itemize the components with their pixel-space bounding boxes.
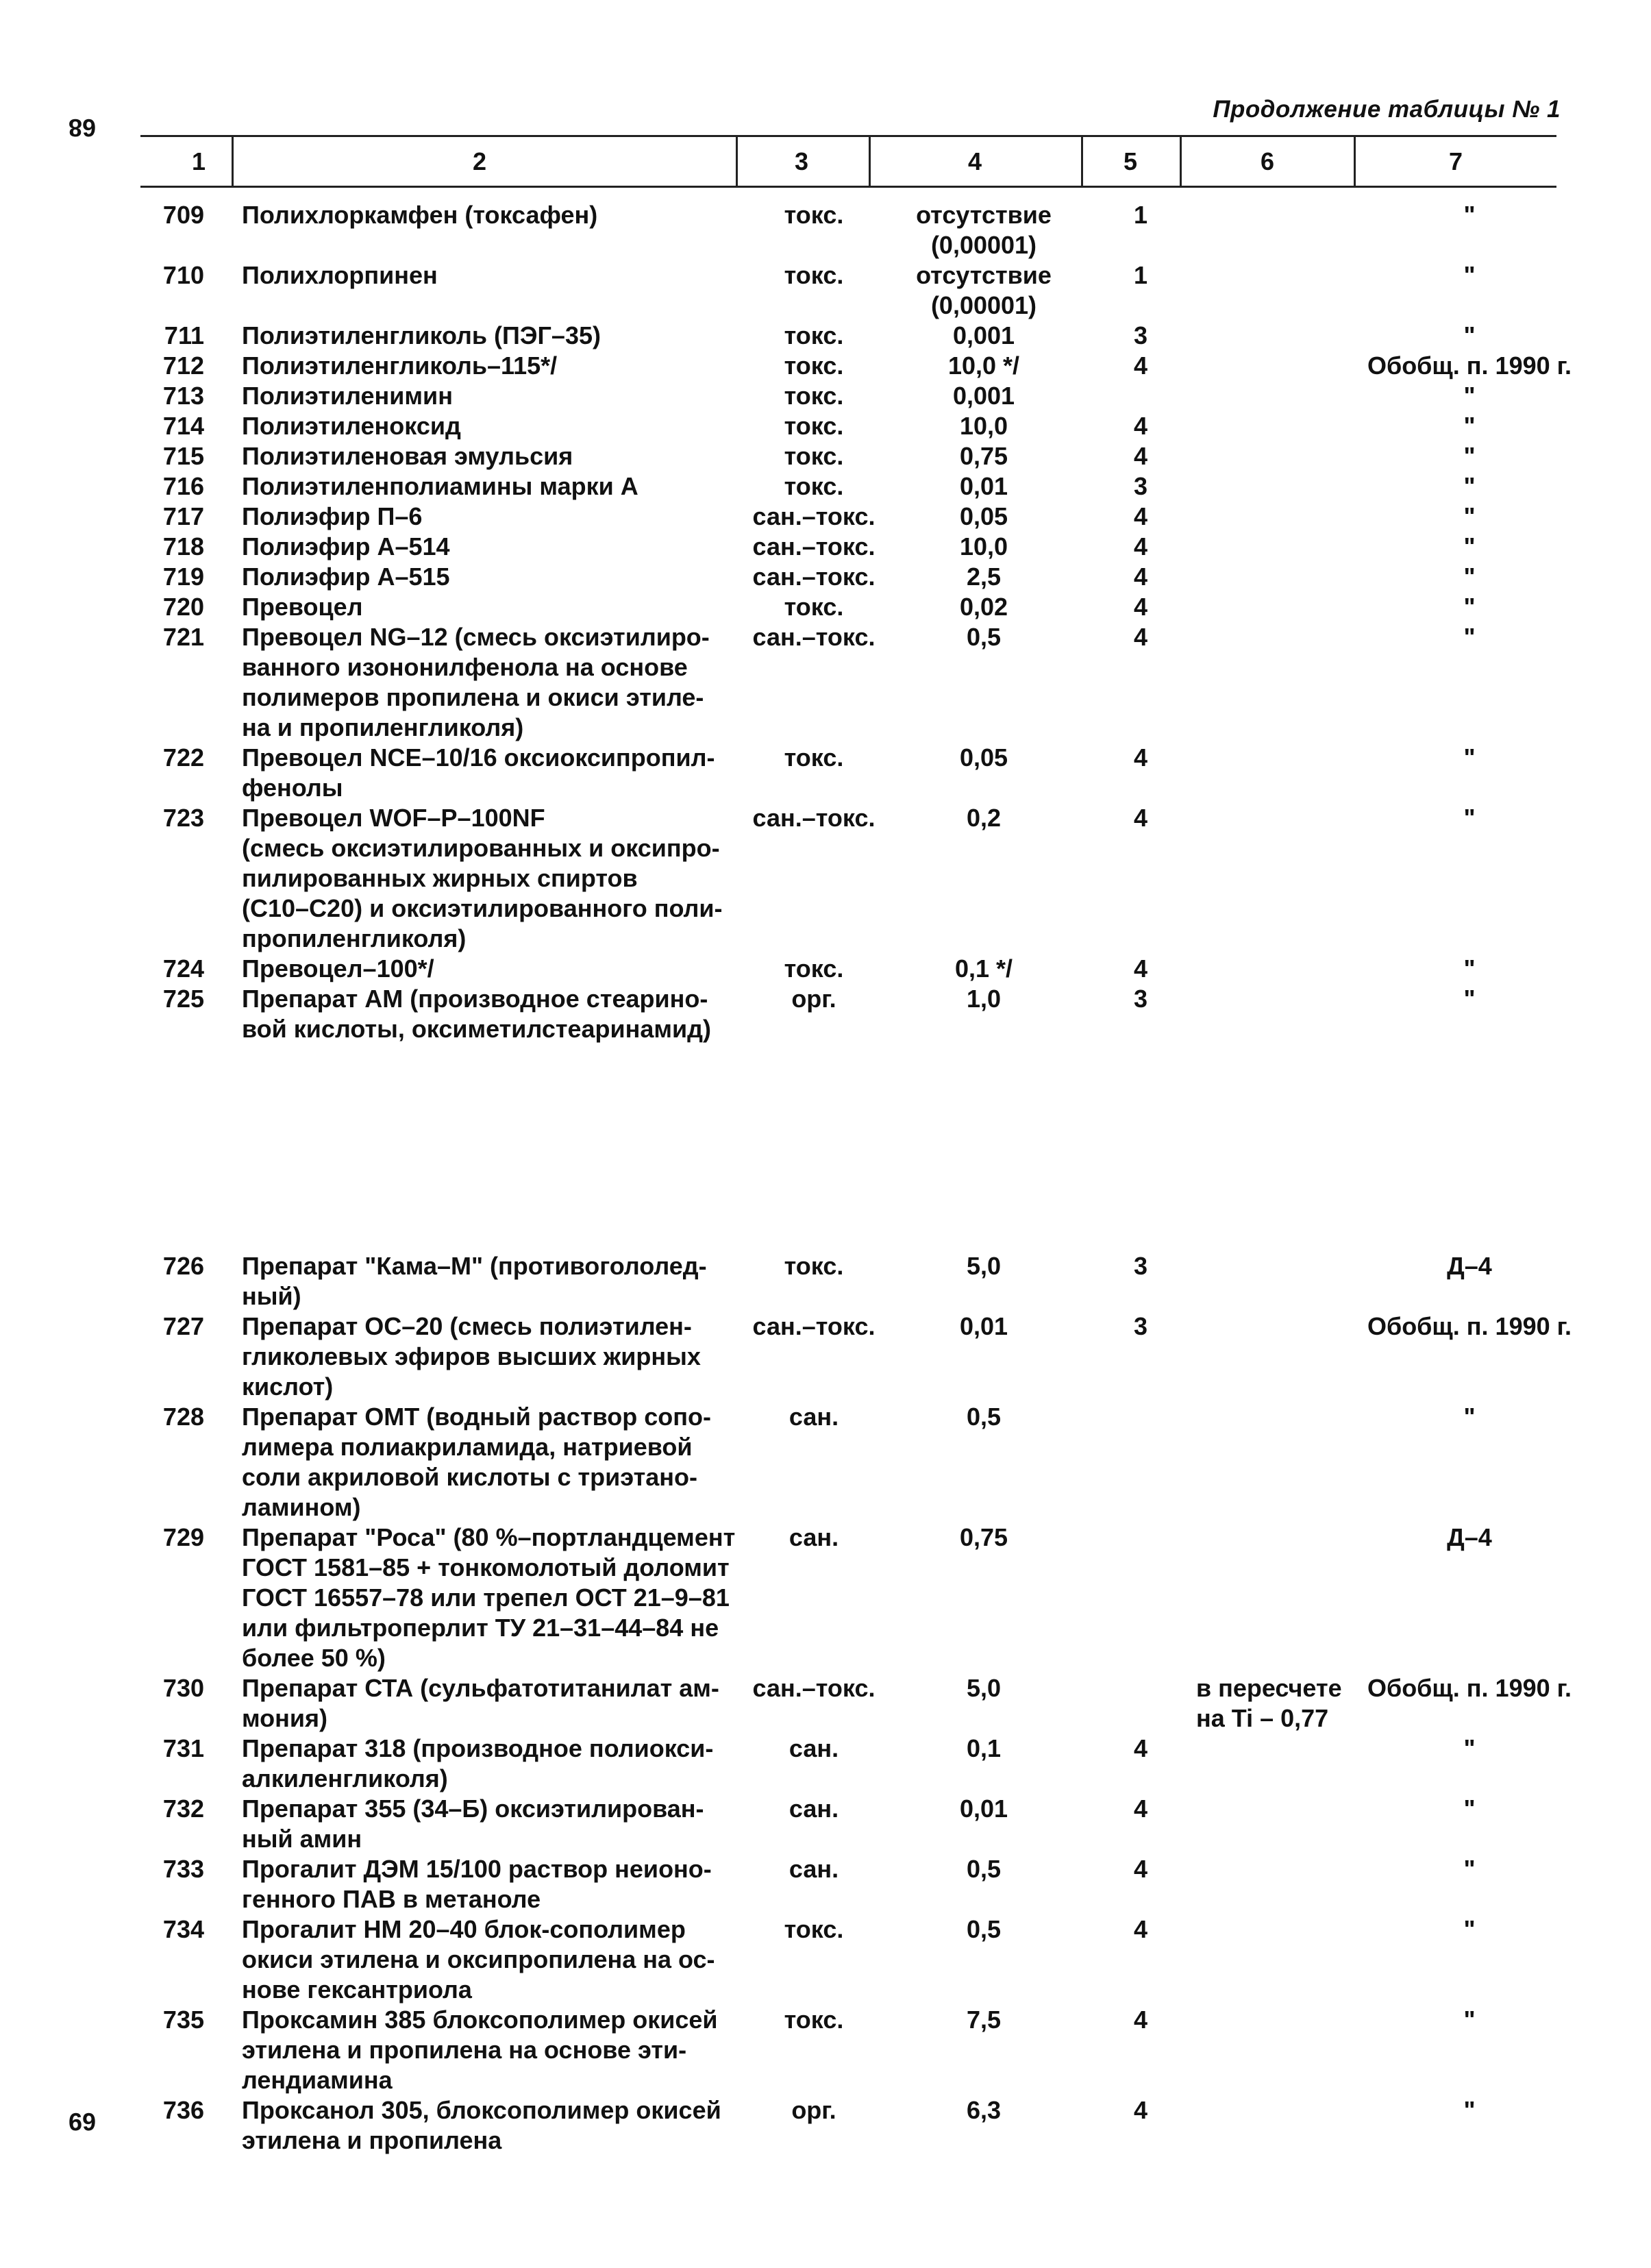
hazard-class: 4 bbox=[1133, 2006, 1148, 2034]
hazard-indicator: токс. bbox=[784, 412, 844, 440]
row-number: 716 bbox=[162, 472, 204, 500]
row-number: 721 bbox=[162, 623, 204, 651]
substance-name-line: Превоцел WOF–P–100NF bbox=[242, 804, 545, 832]
note-line: в пересчете bbox=[1196, 1674, 1342, 1702]
source-reference: " bbox=[1463, 743, 1476, 772]
header-col-2: 2 bbox=[472, 147, 487, 175]
substance-name bbox=[242, 200, 756, 230]
substance-name bbox=[242, 502, 756, 532]
concentration-line: (0,00001) bbox=[930, 231, 1037, 259]
note-line: на Ti – 0,77 bbox=[1196, 1704, 1329, 1732]
header-column-separator bbox=[1180, 136, 1182, 187]
source-reference: Обобщ. п. 1990 г. bbox=[1367, 1674, 1572, 1702]
source-reference: " bbox=[1463, 985, 1476, 1013]
substance-name-line: Полиэтиленгликоль–115*/ bbox=[242, 352, 558, 380]
header-column-separator bbox=[869, 136, 871, 187]
table-top-rule bbox=[140, 135, 1556, 137]
concentration-line: 0,01 bbox=[959, 1312, 1008, 1340]
hazard-indicator: сан. bbox=[789, 1734, 839, 1762]
source-reference: " bbox=[1463, 804, 1476, 832]
substance-name bbox=[242, 984, 756, 1044]
substance-name-line: более 50 %) bbox=[242, 1644, 386, 1672]
source-reference: Обобщ. п. 1990 г. bbox=[1367, 1312, 1572, 1340]
substance-name-line: ламином) bbox=[242, 1493, 361, 1521]
substance-name-line: Превоцел–100*/ bbox=[242, 954, 434, 983]
substance-name-line: Полихлоркамфен (токсафен) bbox=[242, 201, 598, 229]
substance-name-line: ный) bbox=[242, 1282, 301, 1310]
hazard-indicator: сан.–токс. bbox=[752, 532, 876, 560]
row-number: 734 bbox=[162, 1915, 204, 1943]
concentration-value bbox=[878, 351, 1089, 381]
row-number: 717 bbox=[162, 502, 204, 530]
concentration-value bbox=[878, 1734, 1089, 1764]
hazard-class: 4 bbox=[1133, 1734, 1148, 1762]
hazard-indicator: сан.–токс. bbox=[752, 623, 876, 651]
source-reference: " bbox=[1463, 563, 1476, 591]
substance-name-line: Препарат 318 (производное полиокси- bbox=[242, 1734, 714, 1762]
row-number: 723 bbox=[162, 804, 204, 832]
concentration-line: 0,02 bbox=[959, 593, 1008, 621]
substance-name bbox=[242, 592, 756, 622]
substance-name-line: Прогалит НМ 20–40 блок-сополимер bbox=[242, 1915, 686, 1943]
substance-name bbox=[242, 803, 756, 954]
concentration-line: 0,1 */ bbox=[954, 954, 1013, 983]
substance-name-line: Препарат 355 (34–Б) оксиэтилирован- bbox=[242, 1795, 704, 1823]
hazard-class: 1 bbox=[1133, 261, 1148, 289]
concentration-line: 10,0 bbox=[959, 532, 1008, 560]
hazard-class: 4 bbox=[1133, 502, 1148, 530]
source-reference: " bbox=[1463, 502, 1476, 530]
concentration-line: 5,0 bbox=[966, 1252, 1002, 1280]
hazard-class: 4 bbox=[1133, 743, 1148, 772]
substance-name-line: ный амин bbox=[242, 1825, 362, 1853]
row-number: 709 bbox=[162, 201, 204, 229]
hazard-class: 4 bbox=[1133, 1855, 1148, 1883]
substance-name bbox=[242, 622, 756, 743]
substance-name bbox=[242, 441, 756, 471]
hazard-class: 4 bbox=[1133, 563, 1148, 591]
header-col-7: 7 bbox=[1448, 147, 1463, 175]
source-reference: " bbox=[1463, 412, 1476, 440]
hazard-indicator: сан. bbox=[789, 1523, 839, 1551]
concentration-line: 0,001 bbox=[952, 321, 1015, 349]
page-number-bottom: 69 bbox=[69, 2108, 97, 2136]
substance-name-line: (смесь оксиэтилированных и оксипро- bbox=[242, 834, 720, 862]
substance-name bbox=[242, 1914, 756, 2005]
source-reference: " bbox=[1463, 623, 1476, 651]
row-number: 730 bbox=[162, 1674, 204, 1702]
concentration-value bbox=[878, 984, 1089, 1014]
substance-name-line: лендиамина bbox=[242, 2066, 393, 2094]
concentration-value bbox=[878, 502, 1089, 532]
substance-name-line: Проксамин 385 блоксополимер окисей bbox=[242, 2006, 718, 2034]
hazard-indicator: токс. bbox=[784, 2006, 844, 2034]
hazard-indicator: орг. bbox=[791, 2096, 836, 2124]
substance-name bbox=[242, 1523, 756, 1673]
substance-name-line: Полиэтиленовая эмульсия bbox=[242, 442, 573, 470]
row-number: 726 bbox=[162, 1252, 204, 1280]
substance-name-line: Полиэфир П–6 bbox=[242, 502, 423, 530]
substance-name-line: полимеров пропилена и окиси этиле- bbox=[242, 683, 704, 711]
concentration-line: 0,5 bbox=[966, 623, 1002, 651]
substance-name-line: этилена и пропилена на основе эти- bbox=[242, 2036, 687, 2064]
source-reference: " bbox=[1463, 2096, 1476, 2124]
substance-name bbox=[242, 743, 756, 803]
substance-name bbox=[242, 562, 756, 592]
concentration-value bbox=[878, 1673, 1089, 1703]
source-reference: " bbox=[1463, 1403, 1476, 1431]
substance-name-line: Превоцел bbox=[242, 593, 363, 621]
row-number: 728 bbox=[162, 1403, 204, 1431]
concentration-value bbox=[878, 1251, 1089, 1281]
hazard-class: 3 bbox=[1133, 1312, 1148, 1340]
concentration-line: 10,0 */ bbox=[947, 352, 1020, 380]
source-reference: " bbox=[1463, 261, 1476, 289]
substance-name-line: Полихлорпинен bbox=[242, 261, 438, 289]
substance-name-line: Препарат "Роса" (80 %–портландцемент bbox=[242, 1523, 736, 1551]
concentration-line: 0,2 bbox=[966, 804, 1002, 832]
concentration-line: 0,05 bbox=[959, 502, 1008, 530]
source-reference: " bbox=[1463, 1855, 1476, 1883]
hazard-indicator: токс. bbox=[784, 321, 844, 349]
source-reference: Д–4 bbox=[1447, 1252, 1492, 1280]
hazard-class: 4 bbox=[1133, 1915, 1148, 1943]
header-col-4: 4 bbox=[967, 147, 982, 175]
concentration-line: 5,0 bbox=[966, 1674, 1002, 1702]
hazard-indicator: токс. bbox=[784, 1252, 844, 1280]
substance-name-line: алкиленгликоля) bbox=[242, 1764, 448, 1792]
substance-name-line: Проксанол 305, блоксополимер окисей bbox=[242, 2096, 721, 2124]
header-col-3: 3 bbox=[794, 147, 809, 175]
hazard-class: 4 bbox=[1133, 412, 1148, 440]
concentration-line: 0,01 bbox=[959, 1795, 1008, 1823]
hazard-indicator: токс. bbox=[784, 954, 844, 983]
concentration-value bbox=[878, 471, 1089, 502]
hazard-class: 3 bbox=[1133, 321, 1148, 349]
substance-name-line: пропиленгликоля) bbox=[242, 924, 467, 952]
header-col-1: 1 bbox=[191, 147, 206, 175]
row-number: 733 bbox=[162, 1855, 204, 1883]
hazard-indicator: токс. bbox=[784, 442, 844, 470]
concentration-line: 0,5 bbox=[966, 1915, 1002, 1943]
hazard-indicator: токс. bbox=[784, 261, 844, 289]
header-col-6: 6 bbox=[1260, 147, 1275, 175]
row-number: 729 bbox=[162, 1523, 204, 1551]
substance-name bbox=[242, 471, 756, 502]
source-reference: " bbox=[1463, 1795, 1476, 1823]
hazard-indicator: токс. bbox=[784, 382, 844, 410]
concentration-value bbox=[878, 411, 1089, 441]
concentration-value bbox=[878, 743, 1089, 773]
row-number: 718 bbox=[162, 532, 204, 560]
substance-name-line: или фильтроперлит ТУ 21–31–44–84 не bbox=[242, 1614, 719, 1642]
concentration-value bbox=[878, 532, 1089, 562]
header-column-separator bbox=[1081, 136, 1083, 187]
source-reference: " bbox=[1463, 593, 1476, 621]
substance-name bbox=[242, 1734, 756, 1794]
hazard-indicator: орг. bbox=[791, 985, 836, 1013]
concentration-value bbox=[878, 441, 1089, 471]
hazard-class: 3 bbox=[1133, 985, 1148, 1013]
concentration-line: 10,0 bbox=[959, 412, 1008, 440]
substance-name-line: пилированных жирных спиртов bbox=[242, 864, 638, 892]
substance-name bbox=[242, 1251, 756, 1311]
header-column-separator bbox=[736, 136, 738, 187]
source-reference: Д–4 bbox=[1447, 1523, 1492, 1551]
substance-name-line: Прогалит ДЭМ 15/100 раствор неионо- bbox=[242, 1855, 712, 1883]
concentration-value bbox=[878, 1402, 1089, 1432]
hazard-indicator: сан.–токс. bbox=[752, 502, 876, 530]
substance-name-line: (C10–C20) и оксиэтилированного поли- bbox=[242, 894, 723, 922]
substance-name-line: вой кислоты, оксиметилстеаринамид) bbox=[242, 1015, 712, 1043]
header-column-separator bbox=[232, 136, 234, 187]
substance-name-line: Препарат СТА (сульфатотитанилат ам- bbox=[242, 1674, 719, 1702]
source-reference: " bbox=[1463, 954, 1476, 983]
hazard-class: 4 bbox=[1133, 593, 1148, 621]
concentration-line: 0,01 bbox=[959, 472, 1008, 500]
table-header-bottom-rule bbox=[140, 186, 1556, 188]
concentration-value bbox=[878, 954, 1089, 984]
hazard-indicator: токс. bbox=[784, 472, 844, 500]
concentration-value bbox=[878, 1523, 1089, 1553]
hazard-class: 4 bbox=[1133, 1795, 1148, 1823]
row-number: 711 bbox=[164, 321, 204, 349]
substance-name-line: ванного изононилфенола на основе bbox=[242, 653, 688, 681]
substance-name-line: ГОСТ 16557–78 или трепел ОСТ 21–9–81 bbox=[242, 1583, 730, 1612]
concentration-line: 0,5 bbox=[966, 1403, 1002, 1431]
substance-name-line: нове гексантриола bbox=[242, 1975, 472, 2004]
substance-name-line: Полиэтиленгликоль (ПЭГ–35) bbox=[242, 321, 601, 349]
concentration-value bbox=[878, 562, 1089, 592]
source-reference: " bbox=[1463, 532, 1476, 560]
concentration-line: (0,00001) bbox=[930, 291, 1037, 319]
concentration-value bbox=[878, 1794, 1089, 1824]
concentration-value bbox=[878, 622, 1089, 652]
substance-name-line: Полиэтиленимин bbox=[242, 382, 453, 410]
concentration-line: 0,75 bbox=[959, 1523, 1008, 1551]
hazard-indicator: сан.–токс. bbox=[752, 1674, 876, 1702]
row-number: 710 bbox=[162, 261, 204, 289]
substance-name-line: на и пропиленгликоля) bbox=[242, 713, 524, 741]
concentration-line: 1,0 bbox=[966, 985, 1002, 1013]
concentration-line: отсутствие bbox=[916, 261, 1052, 289]
hazard-class: 1 bbox=[1133, 201, 1148, 229]
hazard-indicator: токс. bbox=[784, 352, 844, 380]
substance-name-line: Полиэфир А–515 bbox=[242, 563, 450, 591]
hazard-class: 4 bbox=[1133, 532, 1148, 560]
substance-name bbox=[242, 351, 756, 381]
row-number: 720 bbox=[162, 593, 204, 621]
substance-name bbox=[242, 1311, 756, 1402]
substance-name-line: Превоцел NG–12 (смесь оксиэтилиро- bbox=[242, 623, 710, 651]
concentration-line: 0,5 bbox=[966, 1855, 1002, 1883]
concentration-line: 7,5 bbox=[966, 2006, 1002, 2034]
concentration-value bbox=[878, 381, 1089, 411]
row-number: 713 bbox=[162, 382, 204, 410]
substance-name-line: гликолевых эфиров высших жирных bbox=[242, 1342, 701, 1370]
substance-name-line: мония) bbox=[242, 1704, 328, 1732]
concentration-value bbox=[878, 321, 1089, 351]
substance-name-line: Полиэфир А–514 bbox=[242, 532, 450, 560]
hazard-class: 4 bbox=[1133, 352, 1148, 380]
concentration-line: 0,05 bbox=[959, 743, 1008, 772]
row-number: 732 bbox=[162, 1795, 204, 1823]
concentration-value bbox=[878, 592, 1089, 622]
substance-name bbox=[242, 411, 756, 441]
row-number: 735 bbox=[162, 2006, 204, 2034]
hazard-indicator: токс. bbox=[784, 593, 844, 621]
page-number-top: 68 bbox=[69, 114, 97, 142]
substance-name-line: Препарат ОМТ (водный раствор сопо- bbox=[242, 1403, 711, 1431]
hazard-indicator: сан. bbox=[789, 1855, 839, 1883]
hazard-indicator: токс. bbox=[784, 201, 844, 229]
source-reference: " bbox=[1463, 321, 1476, 349]
row-number: 727 bbox=[162, 1312, 204, 1340]
concentration-line: 0,001 bbox=[952, 382, 1015, 410]
hazard-indicator: токс. bbox=[784, 1915, 844, 1943]
hazard-class: 4 bbox=[1133, 442, 1148, 470]
substance-name bbox=[242, 1794, 756, 1854]
hazard-indicator: сан.–токс. bbox=[752, 804, 876, 832]
hazard-class: 4 bbox=[1133, 623, 1148, 651]
substance-name-line: генного ПАВ в метаноле bbox=[242, 1885, 541, 1913]
substance-name-line: окиси этилена и оксипропилена на ос- bbox=[242, 1945, 715, 1973]
concentration-line: 0,1 bbox=[966, 1734, 1002, 1762]
substance-name-line: Превоцел NCE–10/16 оксиоксипропил- bbox=[242, 743, 715, 772]
source-reference: " bbox=[1463, 2006, 1476, 2034]
concentration-line: 6,3 bbox=[966, 2096, 1002, 2124]
source-reference: " bbox=[1463, 1915, 1476, 1943]
substance-name bbox=[242, 1854, 756, 1914]
concentration-value bbox=[878, 2005, 1089, 2035]
concentration-value bbox=[878, 200, 1089, 260]
hazard-class: 3 bbox=[1133, 472, 1148, 500]
row-number: 724 bbox=[162, 954, 204, 983]
substance-name-line: лимера полиакриламида, натриевой bbox=[242, 1433, 693, 1461]
hazard-class: 4 bbox=[1133, 2096, 1148, 2124]
row-number: 714 bbox=[162, 412, 204, 440]
substance-name bbox=[242, 2005, 756, 2095]
substance-name-line: Препарат АМ (производное стеарино- bbox=[242, 985, 708, 1013]
substance-name-line: кислот) bbox=[242, 1372, 334, 1401]
continuation-title: Продолжение таблицы № 1 bbox=[1213, 96, 1561, 123]
substance-name bbox=[242, 2095, 756, 2156]
concentration-line: отсутствие bbox=[916, 201, 1052, 229]
hazard-class: 4 bbox=[1133, 954, 1148, 983]
header-col-5: 5 bbox=[1123, 147, 1138, 175]
header-column-separator bbox=[1354, 136, 1356, 187]
source-reference: " bbox=[1463, 382, 1476, 410]
substance-name bbox=[242, 1673, 756, 1734]
hazard-indicator: сан. bbox=[789, 1795, 839, 1823]
concentration-value bbox=[878, 2095, 1089, 2125]
concentration-value bbox=[878, 1914, 1089, 1945]
concentration-value bbox=[878, 1311, 1089, 1342]
substance-name-line: Препарат "Кама–М" (противогололед- bbox=[242, 1252, 707, 1280]
hazard-indicator: токс. bbox=[784, 743, 844, 772]
substance-name bbox=[242, 532, 756, 562]
concentration-value bbox=[878, 260, 1089, 321]
hazard-indicator: сан. bbox=[789, 1403, 839, 1431]
substance-name-line: соли акриловой кислоты с триэтано- bbox=[242, 1463, 698, 1491]
note bbox=[1196, 1673, 1364, 1734]
concentration-value bbox=[878, 803, 1089, 833]
concentration-value bbox=[878, 1854, 1089, 1884]
source-reference: " bbox=[1463, 472, 1476, 500]
row-number: 725 bbox=[162, 985, 204, 1013]
substance-name-line: Полиэтиленоксид bbox=[242, 412, 461, 440]
source-reference: " bbox=[1463, 1734, 1476, 1762]
substance-name-line: ГОСТ 1581–85 + тонкомолотый доломит bbox=[242, 1553, 730, 1581]
substance-name bbox=[242, 321, 756, 351]
row-number: 722 bbox=[162, 743, 204, 772]
substance-name bbox=[242, 381, 756, 411]
substance-name-line: фенолы bbox=[242, 774, 343, 802]
substance-name-line: Полиэтиленполиамины марки А bbox=[242, 472, 638, 500]
substance-name-line: Препарат ОС–20 (смесь полиэтилен- bbox=[242, 1312, 692, 1340]
concentration-line: 0,75 bbox=[959, 442, 1008, 470]
concentration-line: 2,5 bbox=[966, 563, 1002, 591]
source-reference: Обобщ. п. 1990 г. bbox=[1367, 352, 1572, 380]
row-number: 712 bbox=[162, 352, 204, 380]
hazard-class: 4 bbox=[1133, 804, 1148, 832]
substance-name bbox=[242, 954, 756, 984]
source-reference: " bbox=[1463, 201, 1476, 229]
substance-name bbox=[242, 260, 756, 291]
row-number: 731 bbox=[162, 1734, 204, 1762]
hazard-class: 3 bbox=[1133, 1252, 1148, 1280]
hazard-indicator: сан.–токс. bbox=[752, 1312, 876, 1340]
source-reference: " bbox=[1463, 442, 1476, 470]
row-number: 715 bbox=[162, 442, 204, 470]
row-number: 736 bbox=[162, 2096, 204, 2124]
hazard-indicator: сан.–токс. bbox=[752, 563, 876, 591]
row-number: 719 bbox=[162, 563, 204, 591]
substance-name bbox=[242, 1402, 756, 1523]
substance-name-line: этилена и пропилена bbox=[242, 2126, 502, 2154]
